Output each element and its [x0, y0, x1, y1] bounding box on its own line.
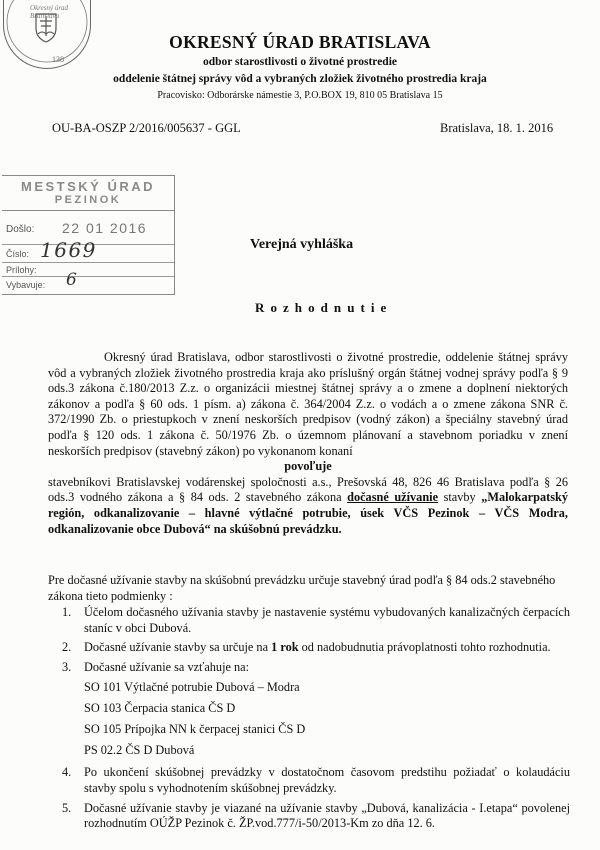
condition-number: 5.	[62, 800, 72, 815]
permit-paragraph	[48, 475, 568, 537]
conditions-list	[48, 605, 570, 836]
permit-text: stavebníkovi Bratislavskej vodárenskej spoločnosti a.s., Prešovská 48, 826 46 Bratislava podľa § 26 ods.3 vodného zákona a § 84 ods. 2 stavebného zákona	[48, 474, 568, 505]
stamp-received-value: 22 01 2016	[62, 220, 148, 236]
object-item: SO 105 Prípojka NN k čerpacej stanici ČS D	[84, 722, 306, 737]
condition-text: Dočasné užívanie stavby sa určuje na	[84, 640, 269, 655]
condition-number: 1.	[62, 605, 72, 619]
department-name: odbor starostlivosti o životné prostredie	[202, 56, 397, 68]
reference-number: OU-BA-OSZP 2/2016/005637 - GGL	[52, 121, 241, 135]
permit-text2: stavby	[443, 490, 476, 505]
stamp-handler-label: Vybavuje:	[6, 280, 46, 290]
object-item: SO 103 Čerpacia stanica ČS D	[84, 701, 236, 716]
permit-bold: dočasné užívanie	[347, 490, 439, 505]
stamp-attachments-row	[2, 262, 174, 277]
object-item: PS 02.2 ČS D Dubová	[84, 743, 195, 758]
document-type: Verejná vyhláška	[250, 237, 354, 252]
permits-word: povoľuje	[284, 459, 332, 474]
permit-project: „Malokarpatský región, odkanalizovanie – hlavné výtlačné potrubie, úsek VČS Pezinok – VČS Modra, odkanalizovanie obce Dubová“ na skúšobnú prevádzku.	[48, 490, 568, 536]
stamp-handler-value: 6	[66, 270, 79, 290]
document-date: Bratislava, 18. 1. 2016	[440, 121, 554, 135]
stamp-town: PEZINOK	[54, 194, 122, 206]
condition-text: Po ukončení skúšobnej prevádzky v dostatočnom časovom predstihu požiadať o kolaudáciu stavby spolu s vyhodnotením skúšobnej prevádzky.	[84, 765, 570, 795]
stamp-attachments-label: Prílohy:	[6, 265, 37, 275]
official-seal	[3, 0, 91, 69]
objects-list	[84, 677, 570, 761]
conditions-intro: Pre dočasné užívanie stavby na skúšobnú prevádzku určuje stavebný úrad podľa § 84 ods.2 stavebného zákona tieto podmienky :	[48, 573, 556, 603]
object-item: SO 101 Výtlačné potrubie Dubová – Modra	[84, 680, 300, 695]
stamp-number-row	[2, 238, 174, 263]
condition-item	[48, 605, 570, 636]
condition-text: Dočasné užívanie stavby je viazané na užívanie stavby „Dubová, kanalizácia - I.etapa“ povolenej rozhodnutím OÚŽP Pezinok č. ŽP.vod.777/i-50/2013-Km zo dňa 12. 6.	[84, 800, 570, 831]
condition-number: 4.	[62, 765, 72, 780]
condition-text-cont: od nadobudnutia právoplatnosti tohto rozhodnutia.	[301, 640, 551, 655]
stamp-header	[2, 176, 174, 211]
stamp-number-label: Číslo:	[6, 249, 30, 259]
stamp-city: MESTSKÝ ÚRAD	[20, 179, 155, 194]
seal-legend: Okresný úrad Bratislava	[30, 4, 69, 20]
condition-item	[48, 765, 570, 796]
condition-item	[48, 640, 570, 656]
decision-heading: R o z h o d n u t i e	[255, 300, 388, 315]
condition-text: Dočasné užívanie sa vzťahuje na:	[84, 659, 250, 674]
condition-item	[48, 801, 570, 832]
intro-paragraph: Okresný úrad Bratislava, odbor starostlivosti o životné prostredie, oddelenie štátnej správy vôd a vybraných zložiek životného prostredia kraja ako príslušný orgán štátnej vodnej správy podľa § 9 ods.3 zákona č.180/2013 Z.z. o organizácii miestnej štátnej správy a o zmene a doplnení niektorých zákonov a podľa § 60 ods. 1 písm. a) zákona č. 364/2004 Z.z. o vodách a o zmene zákona SNR č. 372/1990 Zb. o priestupkoch v znení neskorších predpisov (vodný zákon) a špeciálny stavebný úrad podľa § 120 ods. 1 zákona č. 50/1976 Zb. o územnom plánovaní a stavebnom poriadku v znení neskorších predpisov (stavebný zákon) po vykonanom konaní	[48, 350, 568, 458]
seal-number: 138	[52, 55, 64, 64]
decision-body	[48, 350, 568, 537]
condition-duration: 1 rok	[271, 640, 299, 655]
received-stamp	[2, 175, 175, 295]
condition-number: 3.	[62, 659, 72, 674]
condition-number: 2.	[62, 640, 72, 655]
stamp-received-label: Došlo:	[6, 224, 35, 235]
office-address: Pracovisko: Odborárske námestie 3, P.O.BOX 19, 810 05 Bratislava 15	[157, 90, 443, 101]
stamp-number-value: 1669	[40, 238, 97, 262]
section-name: oddelenie štátnej správy vôd a vybraných zložiek životného prostredia kraja	[113, 73, 487, 85]
office-title: OKRESNÝ ÚRAD BRATISLAVA	[169, 32, 431, 52]
condition-item	[48, 660, 570, 762]
condition-text: Účelom dočasného užívania stavby je nastavenie systému vybudovaných kanalizačných čerpacích staníc v obci Dubová.	[84, 605, 570, 635]
